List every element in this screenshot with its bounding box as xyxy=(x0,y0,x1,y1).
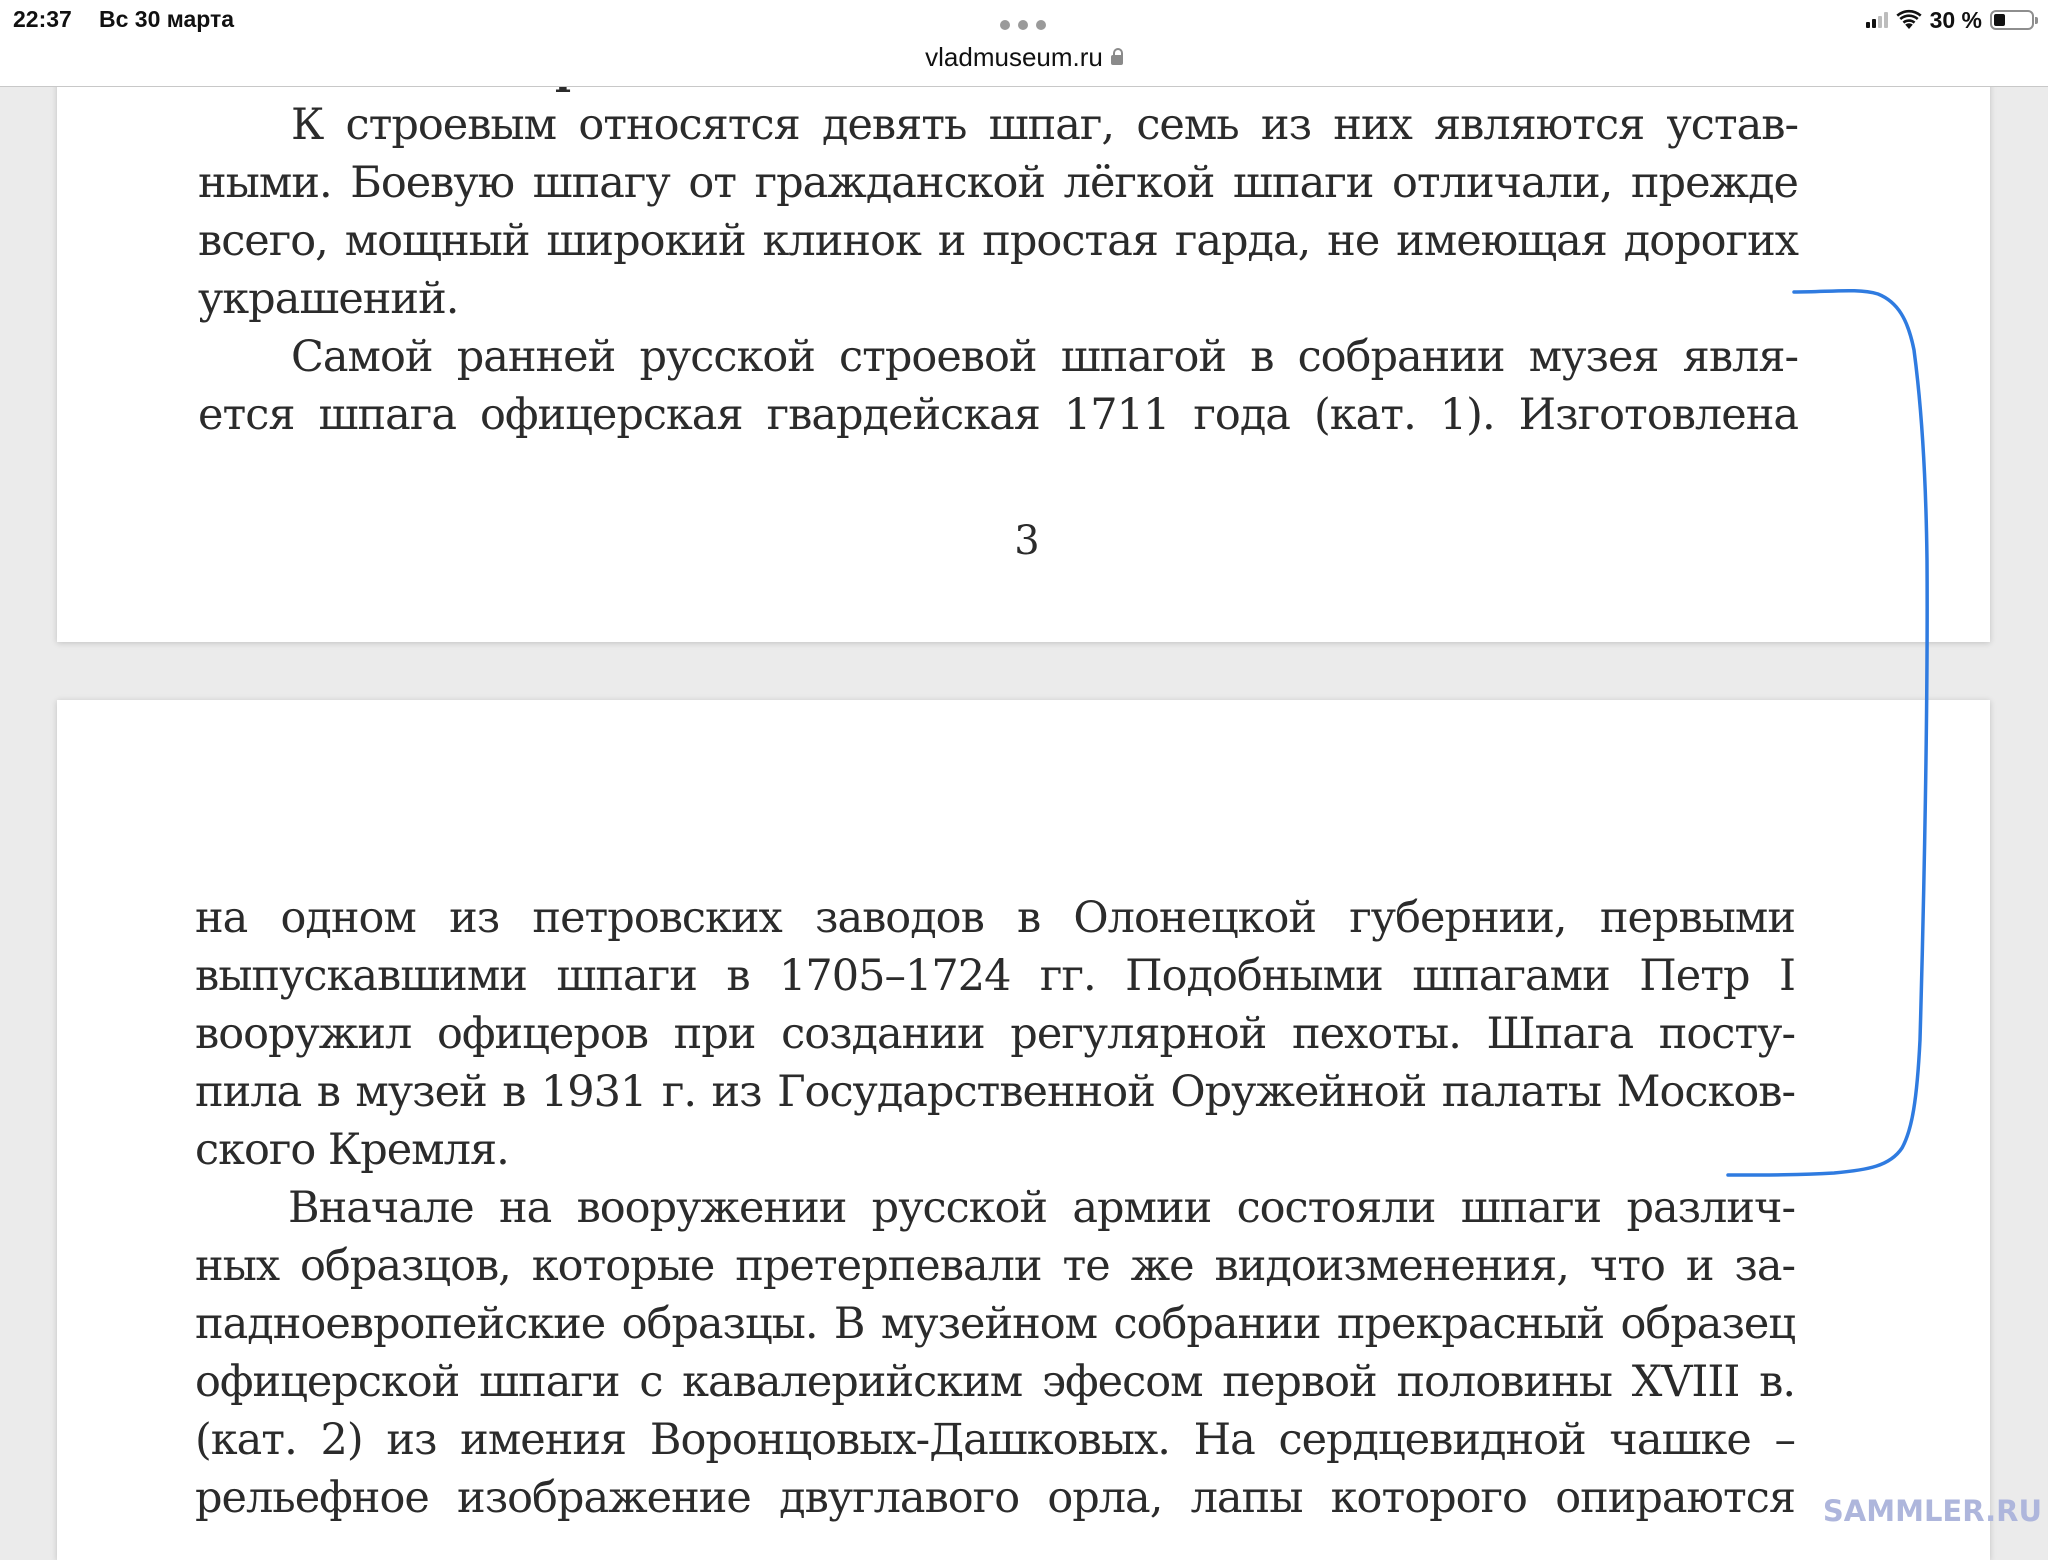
status-indicators xyxy=(1866,6,2034,34)
cellular-signal-icon xyxy=(1866,12,1888,28)
text-line: украшений. xyxy=(198,274,459,324)
status-time: 22:37 xyxy=(13,6,72,32)
text-line: Самой ранней русской строевой шпагой в собрании музея явля- xyxy=(291,332,1798,382)
battery-percent: 30 % xyxy=(1929,6,1982,33)
page-number: 3 xyxy=(1014,518,1040,564)
watermark: SAMMLER.RU xyxy=(1822,1494,2042,1528)
url-text: vladmuseum.ru xyxy=(925,42,1103,72)
text-line: ными. Боевую шпагу от гражданской лёгкой шпаги отличали, прежде xyxy=(198,158,1798,208)
wifi-icon xyxy=(1896,10,1922,30)
text-line: ского Кремля. xyxy=(195,1125,509,1175)
page-3-text xyxy=(198,96,1798,444)
text-line: К строевым относятся девять шпаг, семь из них являются устав- xyxy=(291,100,1798,150)
address-bar[interactable] xyxy=(0,42,2048,73)
text-line: (кат. 2) из имения Воронцовых-Дашковых. На сердцевидной чашке – xyxy=(195,1415,1795,1465)
text-line: вооружил офицеров при создании регулярной пехоты. Шпага посту- xyxy=(195,1009,1795,1059)
text-line: офицерской шпаги с кавалерийским эфесом первой половины XVIII в. xyxy=(195,1357,1795,1407)
status-date: Вс 30 марта xyxy=(99,6,235,32)
text-line: пила в музей в 1931 г. из Государственной Оружейной палаты Москов- xyxy=(195,1067,1795,1117)
text-line: выпускавшими шпаги в 1705–1724 гг. Подобными шпагами Петр I xyxy=(195,951,1795,1001)
text-line: рельефное изображение двуглавого орла, лапы которого опираются xyxy=(195,1473,1795,1523)
text-line: всего, мощный широкий клинок и простая гарда, не имеющая дорогих xyxy=(198,216,1798,266)
page-4-text xyxy=(195,889,1795,1527)
status-and-address-bar xyxy=(0,0,2048,87)
lock-icon xyxy=(1111,55,1123,65)
text-line: на одном из петровских заводов в Олонецкой губернии, первыми xyxy=(195,893,1795,943)
text-line: ется шпага офицерская гвардейская 1711 года (кат. 1). Изготовлена xyxy=(198,390,1798,440)
more-dots-icon[interactable] xyxy=(1000,20,1046,28)
battery-icon xyxy=(1990,10,2034,30)
text-line: падноевропейские образцы. В музейном собрании прекрасный образец xyxy=(195,1299,1795,1349)
battery-level-fill xyxy=(1994,14,2005,26)
text-line: ных образцов, которые претерпевали те же видоизменения, что и за- xyxy=(195,1241,1795,1291)
text-line: Вначале на вооружении русской армии состояли шпаги различ- xyxy=(288,1183,1795,1233)
